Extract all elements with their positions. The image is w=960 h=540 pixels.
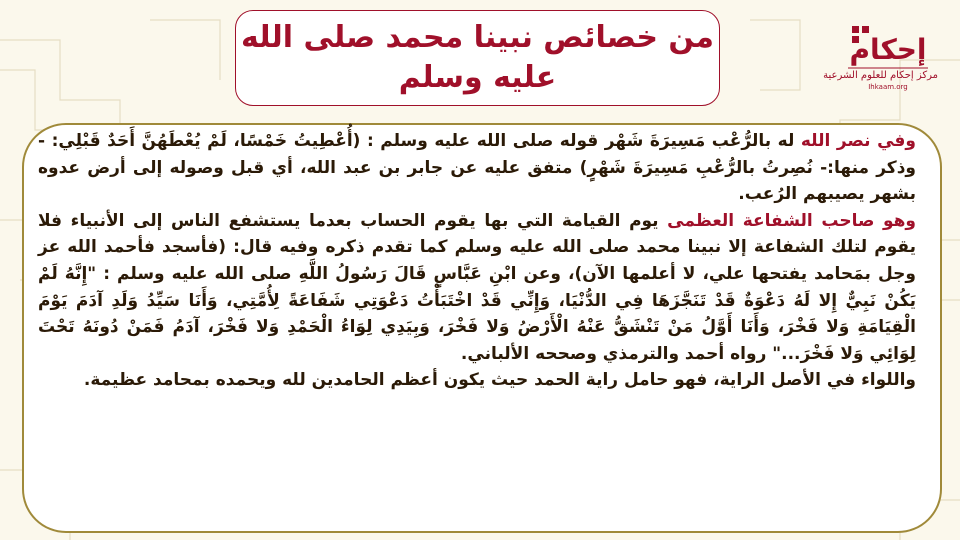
- logo-subtitle: مركز إحكام للعلوم الشرعية: [823, 70, 938, 81]
- page-title-line-2: عليه وسلم: [398, 60, 557, 95]
- title-box: [235, 10, 720, 106]
- logo-website: Ihkaam.org: [868, 83, 908, 91]
- paragraph-victory: [38, 128, 916, 208]
- paragraph-intercession: [38, 208, 916, 368]
- content-body: [38, 128, 916, 394]
- paragraph-text: يوم القيامة التي بها يقوم الحساب بعدما يستشفع الناس إلى الأنبياء فلا يقوم لتلك الشفاعة إلا نبينا محمد صلى الله عليه وسلم كما تقدم ذكره وفيه قال: (فأسجد فأحمد الله عز وجل بمَحامد يفتحها علي، لا أعلمها الآن)، وعن ابْنِ عَبَّاسٍ قَالَ رَسُولُ اللَّهِ صلى الله عليه وسلم : "إِنَّهُ لَمْ يَكُنْ نَبِيٌّ إِلا لَهُ دَعْوَةٌ قَدْ تَنَجَّزَهَا فِي الدُّنْيَا، وَإِنِّي قَدْ اخْتَبَأْتُ دَعْوَتِي شَفَاعَةً لِأُمَّتِي، وَأَنَا سَيِّدُ وَلَدِ آدَمَ يَوْمَ الْقِيَامَةِ وَلا فَخْرَ، وَأَنَا أَوَّلُ مَنْ تَنْشَقُّ عَنْهُ الْأَرْضُ وَلا فَخْرَ، وَبِيَدِي لِوَاءُ الْحَمْدِ وَلا فَخْرَ، آدَمُ فَمَنْ دُونَهُ تَحْتَ لِوَائِي وَلا فَخْرَ..." رواه أحمد والترمذي وصححه الألباني.: [38, 210, 916, 364]
- paragraph-text: واللواء في الأصل الراية، فهو حامل راية الحمد حيث يكون أعظم الحامدين لله ويحمده بمحامد عظيمة.: [83, 370, 916, 391]
- page-title-line-1: من خصائص نبينا محمد صلى الله: [241, 20, 714, 55]
- paragraph-lead: وهو صاحب الشفاعة العظمى: [667, 210, 916, 231]
- logo-wordmark: إحكام: [849, 33, 927, 66]
- paragraph-banner: [38, 367, 916, 394]
- logo: [823, 12, 938, 102]
- paragraph-lead: وفي نصر الله: [800, 131, 916, 151]
- paragraph-text: له بالرُّعْب مَسِيرَةَ شَهْر قوله صلى الله عليه وسلم : (أُعْطِيتُ خَمْسًا، لَمْ يُعْطَهُنَّ أَحَدٌ قَبْلِي: - وذكر منها:- نُصِرتُ بالرُّعْبِ مَسِيرَةَ شَهْرٍ) متفق عليه عن جابر بن عبد الله، أي قبل وصوله إلى أرض عدوه بشهر يصيبهم الرُعب.: [38, 131, 916, 205]
